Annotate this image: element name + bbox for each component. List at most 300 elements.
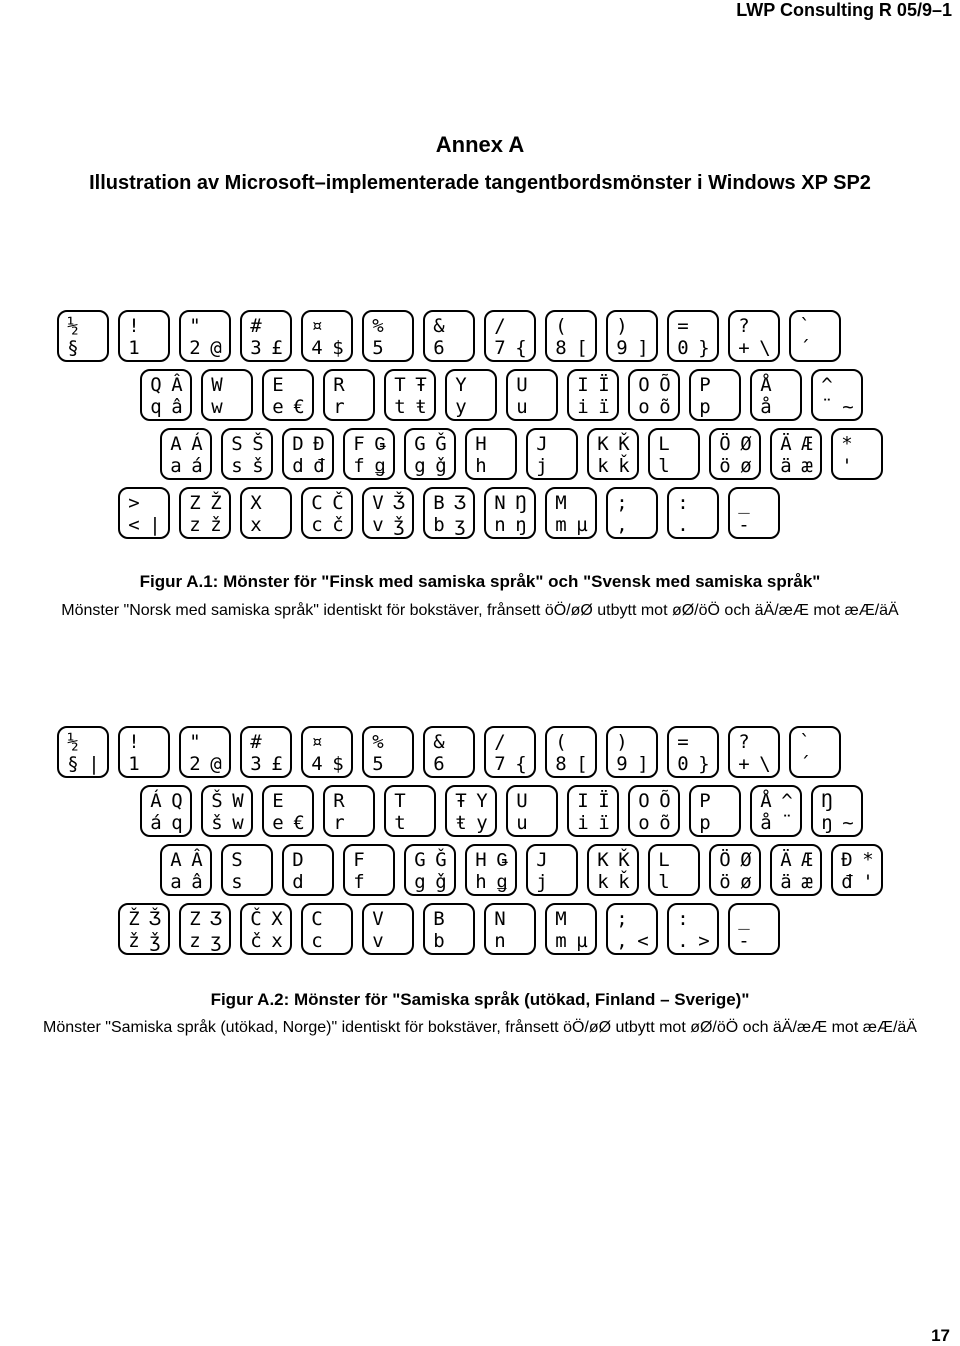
keycap xyxy=(484,487,536,539)
key-legend: 3 xyxy=(250,753,262,775)
key-legend: 2 xyxy=(189,337,201,359)
keycap xyxy=(57,726,109,778)
key-legend: E xyxy=(272,790,284,812)
key-legend: } xyxy=(698,337,710,359)
keycap xyxy=(301,903,353,955)
key-legend: $ xyxy=(332,337,344,359)
key-legend: + xyxy=(738,337,750,359)
key-legend: v xyxy=(372,930,384,952)
key-legend: 0 xyxy=(677,337,689,359)
key-legend: ¤ xyxy=(311,315,323,337)
key-legend: µ xyxy=(576,930,588,952)
key-legend: N xyxy=(494,492,506,514)
key-legend: ö xyxy=(719,455,731,477)
keycap xyxy=(728,726,780,778)
keycap xyxy=(648,428,700,480)
keycap xyxy=(709,844,761,896)
key-legend: 1 xyxy=(128,337,140,359)
key-legend: . xyxy=(677,930,689,952)
key-legend: á xyxy=(191,455,203,477)
key-legend: £ xyxy=(271,337,283,359)
keycap xyxy=(628,369,680,421)
key-legend: 7 xyxy=(494,753,506,775)
keycap xyxy=(301,726,353,778)
key-legend: ! xyxy=(128,731,140,753)
key-legend: õ xyxy=(659,396,671,418)
key-legend: @ xyxy=(210,753,222,775)
key-legend: ä xyxy=(780,455,792,477)
key-legend: ŋ xyxy=(821,812,833,834)
keycap xyxy=(282,844,334,896)
key-legend: I xyxy=(577,790,589,812)
keycap xyxy=(240,726,292,778)
keycap xyxy=(362,487,414,539)
keycap xyxy=(160,844,212,896)
key-legend: đ xyxy=(313,455,325,477)
key-legend: ž xyxy=(128,930,140,952)
key-legend: R xyxy=(333,374,345,396)
key-legend: T xyxy=(394,374,406,396)
key-legend: ; xyxy=(616,908,628,930)
keycap xyxy=(118,726,170,778)
key-legend: - xyxy=(738,930,750,952)
key-legend: č xyxy=(250,930,262,952)
key-legend: o xyxy=(638,812,650,834)
key-legend: 4 xyxy=(311,337,323,359)
key-legend: Č xyxy=(332,492,344,514)
key-legend: š xyxy=(211,812,223,834)
key-legend: m xyxy=(555,514,567,536)
key-legend: ŧ xyxy=(455,812,467,834)
key-legend: \ xyxy=(759,753,771,775)
key-legend: Á xyxy=(150,790,162,812)
key-legend: ½ xyxy=(67,315,79,337)
keycap xyxy=(667,310,719,362)
keycap xyxy=(179,903,231,955)
key-legend: Ø xyxy=(740,433,752,455)
key-legend: ǧ xyxy=(435,455,447,477)
key-legend: A xyxy=(170,433,182,455)
key-legend: ʒ xyxy=(210,930,222,952)
key-legend: D xyxy=(292,849,304,871)
key-legend: € xyxy=(293,396,305,418)
key-legend: å xyxy=(760,396,772,418)
key-legend: % xyxy=(372,731,384,753)
key-legend: " xyxy=(189,315,201,337)
key-legend: 4 xyxy=(311,753,323,775)
keycap xyxy=(423,903,475,955)
key-legend: * xyxy=(862,849,874,871)
key-legend: Ǩ xyxy=(618,433,630,455)
key-legend: d xyxy=(292,871,304,893)
key-legend: â xyxy=(171,396,183,418)
key-legend: Ä xyxy=(780,849,792,871)
key-legend: k xyxy=(597,455,609,477)
key-legend: ø xyxy=(740,455,752,477)
key-legend: ` xyxy=(799,315,811,337)
key-legend: T xyxy=(394,790,406,812)
key-legend: a xyxy=(170,455,182,477)
keycap xyxy=(445,785,497,837)
key-legend: Ǧ xyxy=(435,433,447,455)
keycap xyxy=(567,785,619,837)
key-legend: D xyxy=(292,433,304,455)
key-legend: ´ xyxy=(799,753,811,775)
key-legend: G xyxy=(414,433,426,455)
key-legend: u xyxy=(516,396,528,418)
key-legend: Q xyxy=(171,790,183,812)
key-legend: w xyxy=(232,812,244,834)
document-header: LWP Consulting R 05/9–1 xyxy=(736,0,952,20)
key-legend: H xyxy=(475,849,487,871)
key-legend: $ xyxy=(332,753,344,775)
key-legend: F xyxy=(353,849,365,871)
key-legend: ~ xyxy=(842,396,854,418)
key-legend: â xyxy=(191,871,203,893)
key-legend: Ž xyxy=(210,492,222,514)
keycap xyxy=(323,785,375,837)
page-number: 17 xyxy=(931,1326,950,1345)
key-legend: š xyxy=(252,455,264,477)
key-legend: Ŋ xyxy=(821,790,833,812)
key-legend: > xyxy=(698,930,710,952)
key-legend: b xyxy=(433,514,445,536)
key-legend: C xyxy=(311,492,323,514)
key-legend: i xyxy=(577,812,589,834)
keycap xyxy=(811,369,863,421)
key-legend: Æ xyxy=(801,433,813,455)
key-legend: m xyxy=(555,930,567,952)
key-legend: Z xyxy=(189,492,201,514)
keycap xyxy=(179,310,231,362)
keycap xyxy=(404,428,456,480)
key-legend: / xyxy=(494,315,506,337)
key-legend: ´ xyxy=(799,337,811,359)
key-legend: k xyxy=(597,871,609,893)
keycap xyxy=(770,844,822,896)
keycap xyxy=(606,903,658,955)
key-legend: Ž xyxy=(128,908,140,930)
key-legend: 1 xyxy=(128,753,140,775)
key-legend: 2 xyxy=(189,753,201,775)
key-legend: R xyxy=(333,790,345,812)
key-legend: 6 xyxy=(433,753,445,775)
key-legend: č xyxy=(332,514,344,536)
key-legend: & xyxy=(433,731,445,753)
keycap xyxy=(140,369,192,421)
key-legend: P xyxy=(699,374,711,396)
key-legend: ǯ xyxy=(393,514,405,536)
key-legend: v xyxy=(372,514,384,536)
key-legend: g xyxy=(414,455,426,477)
key-legend: ǧ xyxy=(435,871,447,893)
key-legend: ǥ xyxy=(374,455,386,477)
key-legend: V xyxy=(372,908,384,930)
keycap xyxy=(240,903,292,955)
keycap xyxy=(240,487,292,539)
key-legend: Y xyxy=(476,790,488,812)
keycap xyxy=(179,487,231,539)
key-legend: Ï xyxy=(598,374,610,396)
keycap xyxy=(282,428,334,480)
key-legend: y xyxy=(455,396,467,418)
key-legend: z xyxy=(189,514,201,536)
key-legend: e xyxy=(272,396,284,418)
keycap xyxy=(343,844,395,896)
key-legend: 5 xyxy=(372,753,384,775)
key-legend: ~ xyxy=(842,812,854,834)
key-legend: ' xyxy=(841,455,853,477)
keycap xyxy=(465,844,517,896)
key-legend: c xyxy=(311,930,323,952)
key-legend: Ʒ xyxy=(210,908,222,930)
key-legend: Ŧ xyxy=(455,790,467,812)
key-legend: > xyxy=(128,492,140,514)
keycap xyxy=(831,844,883,896)
keycap xyxy=(423,310,475,362)
key-legend: Á xyxy=(191,433,203,455)
key-legend: M xyxy=(555,908,567,930)
key-legend: j xyxy=(536,455,548,477)
key-legend: d xyxy=(292,455,304,477)
key-legend: ä xyxy=(780,871,792,893)
key-legend: + xyxy=(738,753,750,775)
key-legend: t xyxy=(394,812,406,834)
key-legend: ] xyxy=(637,337,649,359)
key-legend: Ǧ xyxy=(435,849,447,871)
key-legend: Ä xyxy=(780,433,792,455)
key-legend: _ xyxy=(738,492,750,514)
key-legend: [ xyxy=(576,753,588,775)
keycap xyxy=(789,310,841,362)
key-legend: , xyxy=(616,930,628,952)
key-legend: z xyxy=(189,930,201,952)
keycap xyxy=(423,726,475,778)
key-legend: Ǯ xyxy=(149,908,161,930)
key-legend: , xyxy=(616,514,628,536)
key-legend: : xyxy=(677,908,689,930)
key-legend: = xyxy=(677,731,689,753)
key-legend: w xyxy=(211,396,223,418)
keycap xyxy=(118,310,170,362)
key-legend: 6 xyxy=(433,337,445,359)
key-legend: | xyxy=(88,753,100,775)
keycap xyxy=(526,428,578,480)
key-legend: Z xyxy=(189,908,201,930)
key-legend: ǯ xyxy=(149,930,161,952)
key-legend: | xyxy=(149,514,161,536)
keycap xyxy=(728,310,780,362)
keycap xyxy=(728,487,780,539)
key-legend: ½ xyxy=(67,731,79,753)
key-legend: ǩ xyxy=(618,455,630,477)
key-legend: Y xyxy=(455,374,467,396)
keycap xyxy=(160,428,212,480)
key-legend: @ xyxy=(210,337,222,359)
keycap xyxy=(465,428,517,480)
key-legend: ŧ xyxy=(415,396,427,418)
keycap xyxy=(362,310,414,362)
keycap xyxy=(506,369,558,421)
key-legend: c xyxy=(311,514,323,536)
key-legend: j xyxy=(536,871,548,893)
key-legend: i xyxy=(577,396,589,418)
key-legend: ^ xyxy=(781,790,793,812)
key-legend: å xyxy=(760,812,772,834)
key-legend: q xyxy=(150,396,162,418)
key-legend: đ xyxy=(841,871,853,893)
key-legend: C xyxy=(311,908,323,930)
key-legend: & xyxy=(433,315,445,337)
key-legend: Õ xyxy=(659,374,671,396)
key-legend: W xyxy=(211,374,223,396)
key-legend: _ xyxy=(738,908,750,930)
key-legend: " xyxy=(189,731,201,753)
key-legend: p xyxy=(699,396,711,418)
key-legend: ? xyxy=(738,731,750,753)
keycap xyxy=(301,487,353,539)
key-legend: Š xyxy=(252,433,264,455)
keycap xyxy=(606,487,658,539)
key-legend: } xyxy=(698,753,710,775)
key-legend: p xyxy=(699,812,711,834)
key-legend: r xyxy=(333,812,345,834)
key-legend: ¤ xyxy=(311,731,323,753)
key-legend: € xyxy=(293,812,305,834)
keycap xyxy=(667,487,719,539)
keycap xyxy=(118,903,170,955)
keycap xyxy=(262,369,314,421)
keycap xyxy=(545,726,597,778)
keycap xyxy=(526,844,578,896)
keycap xyxy=(545,903,597,955)
key-legend: x xyxy=(271,930,283,952)
key-legend: f xyxy=(353,871,365,893)
keycap xyxy=(221,428,273,480)
key-legend: W xyxy=(232,790,244,812)
key-legend: Č xyxy=(250,908,262,930)
keycap xyxy=(404,844,456,896)
keycap xyxy=(545,310,597,362)
key-legend: ǥ xyxy=(496,871,508,893)
keycap xyxy=(811,785,863,837)
key-legend: Å xyxy=(760,374,772,396)
keycap xyxy=(179,726,231,778)
key-legend: S xyxy=(231,433,243,455)
key-legend: ø xyxy=(740,871,752,893)
key-legend: á xyxy=(150,812,162,834)
figure-2-note: Mönster "Samiska språk (utökad, Norge)" identiskt för bokstäver, frånsett öÖ/øØ utbytt mot øØ/öÖ och äÄ/æÆ mot æÆ/äÄ xyxy=(43,1019,917,1036)
key-legend: Ö xyxy=(719,849,731,871)
figure-1-caption: Figur A.1: Mönster för "Finsk med samiska språk" och "Svensk med samiska språk" xyxy=(139,572,821,591)
key-legend: Å xyxy=(760,790,772,812)
keycap xyxy=(587,844,639,896)
keycap xyxy=(648,844,700,896)
keycap xyxy=(667,903,719,955)
key-legend: O xyxy=(638,374,650,396)
key-legend: - xyxy=(738,514,750,536)
keycap xyxy=(484,903,536,955)
key-legend: Ǥ xyxy=(374,433,386,455)
key-legend: ö xyxy=(719,871,731,893)
key-legend: # xyxy=(250,315,262,337)
key-legend: Ŋ xyxy=(515,492,527,514)
key-legend: V xyxy=(372,492,384,514)
key-legend: # xyxy=(250,731,262,753)
key-legend: l xyxy=(658,871,670,893)
keycap xyxy=(770,428,822,480)
keycap xyxy=(728,903,780,955)
key-legend: 9 xyxy=(616,337,628,359)
key-legend: B xyxy=(433,492,445,514)
key-legend: ! xyxy=(128,315,140,337)
key-legend: N xyxy=(494,908,506,930)
key-legend: Đ xyxy=(313,433,325,455)
key-legend: P xyxy=(699,790,711,812)
key-legend: M xyxy=(555,492,567,514)
figure-2-caption: Figur A.2: Mönster för "Samiska språk (utökad, Finland – Sverige)" xyxy=(210,990,750,1009)
key-legend: r xyxy=(333,396,345,418)
key-legend: ǩ xyxy=(618,871,630,893)
keycap xyxy=(445,369,497,421)
key-legend: æ xyxy=(801,455,813,477)
keycap xyxy=(606,726,658,778)
key-legend: \ xyxy=(759,337,771,359)
key-legend: f xyxy=(353,455,365,477)
key-legend: Ö xyxy=(719,433,731,455)
key-legend: O xyxy=(638,790,650,812)
key-legend: L xyxy=(658,849,670,871)
key-legend: * xyxy=(841,433,853,455)
key-legend: 7 xyxy=(494,337,506,359)
keycap xyxy=(750,785,802,837)
key-legend: £ xyxy=(271,753,283,775)
keycap xyxy=(140,785,192,837)
keycap xyxy=(587,428,639,480)
key-legend: [ xyxy=(576,337,588,359)
key-legend: ( xyxy=(555,731,567,753)
key-legend: { xyxy=(515,337,527,359)
key-legend: : xyxy=(677,492,689,514)
key-legend: u xyxy=(516,812,528,834)
key-legend: J xyxy=(536,849,548,871)
key-legend: æ xyxy=(801,871,813,893)
keycap xyxy=(262,785,314,837)
key-legend: Ï xyxy=(598,790,610,812)
key-legend: 3 xyxy=(250,337,262,359)
key-legend: K xyxy=(597,849,609,871)
key-legend: { xyxy=(515,753,527,775)
keycap xyxy=(567,369,619,421)
key-legend: ] xyxy=(637,753,649,775)
key-legend: S xyxy=(231,849,243,871)
keycap xyxy=(545,487,597,539)
keycap xyxy=(506,785,558,837)
key-legend: o xyxy=(638,396,650,418)
key-legend: õ xyxy=(659,812,671,834)
key-legend: Ǩ xyxy=(618,849,630,871)
key-legend: = xyxy=(677,315,689,337)
keycap xyxy=(667,726,719,778)
keycap xyxy=(57,310,109,362)
keycap xyxy=(831,428,883,480)
key-legend: a xyxy=(170,871,182,893)
key-legend: t xyxy=(394,396,406,418)
key-legend: U xyxy=(516,790,528,812)
keycap xyxy=(750,369,802,421)
key-legend: U xyxy=(516,374,528,396)
keycap xyxy=(628,785,680,837)
